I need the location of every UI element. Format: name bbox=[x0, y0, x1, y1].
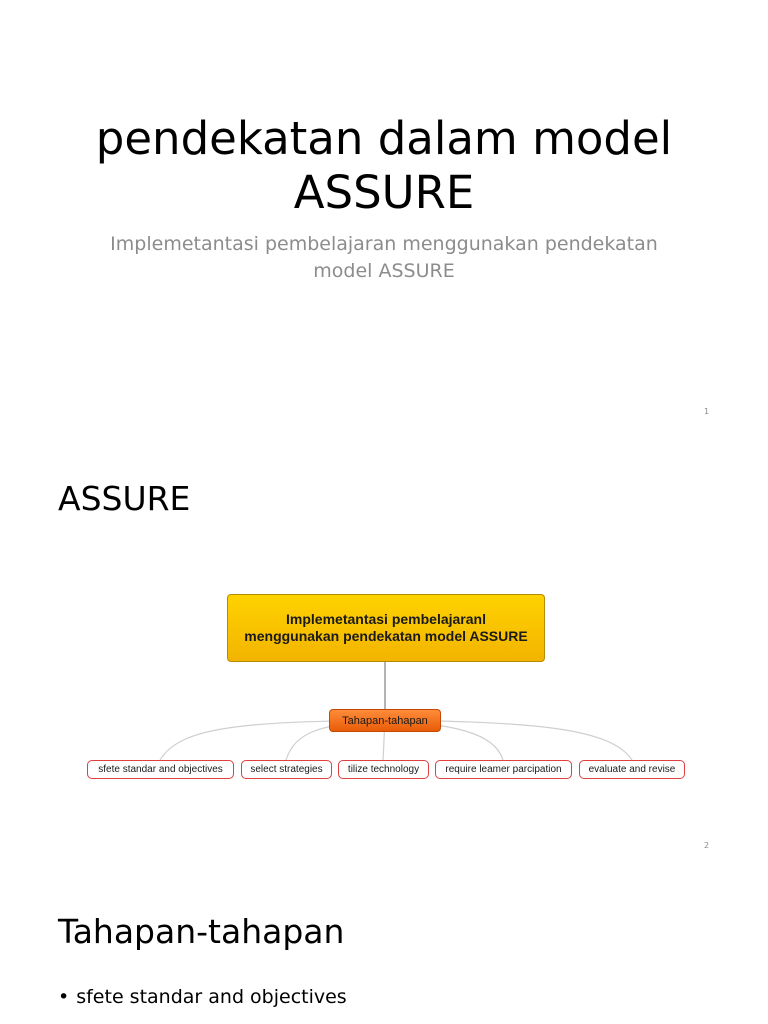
mindmap-branch-node: Tahapan-tahapan bbox=[329, 709, 441, 732]
slide-3-bullet-list bbox=[58, 984, 347, 1010]
slide-2 bbox=[0, 432, 768, 864]
slide-3 bbox=[0, 864, 768, 1024]
mindmap-root-node: Implemetantasi pembelajaranl menggunakan pendekatan model ASSURE bbox=[227, 594, 545, 662]
slide-1-page-number: 1 bbox=[704, 407, 710, 416]
slide-3-title: Tahapan-tahapan bbox=[58, 912, 345, 951]
mindmap-root-connector bbox=[384, 662, 386, 710]
mindmap-leaf-node: evaluate and revise bbox=[579, 760, 685, 779]
slide-1-title: pendekatan dalam model ASSURE bbox=[95, 112, 673, 219]
slide-1 bbox=[0, 0, 768, 432]
slide-2-page-number: 2 bbox=[704, 841, 710, 850]
slide-2-title: ASSURE bbox=[58, 479, 191, 518]
slide-1-subtitle: Implemetantasi pembelajaran menggunakan pendekatan model ASSURE bbox=[110, 233, 658, 282]
mindmap-leaf-node: sfete standar and objectives bbox=[87, 760, 234, 779]
mindmap-leaf-node: select strategies bbox=[241, 760, 332, 779]
bullet-item: • sfete standar and objectives bbox=[58, 984, 347, 1010]
mindmap-leaf-node: tilize technology bbox=[338, 760, 429, 779]
mindmap-leaf-node: require leamer parcipation bbox=[435, 760, 572, 779]
